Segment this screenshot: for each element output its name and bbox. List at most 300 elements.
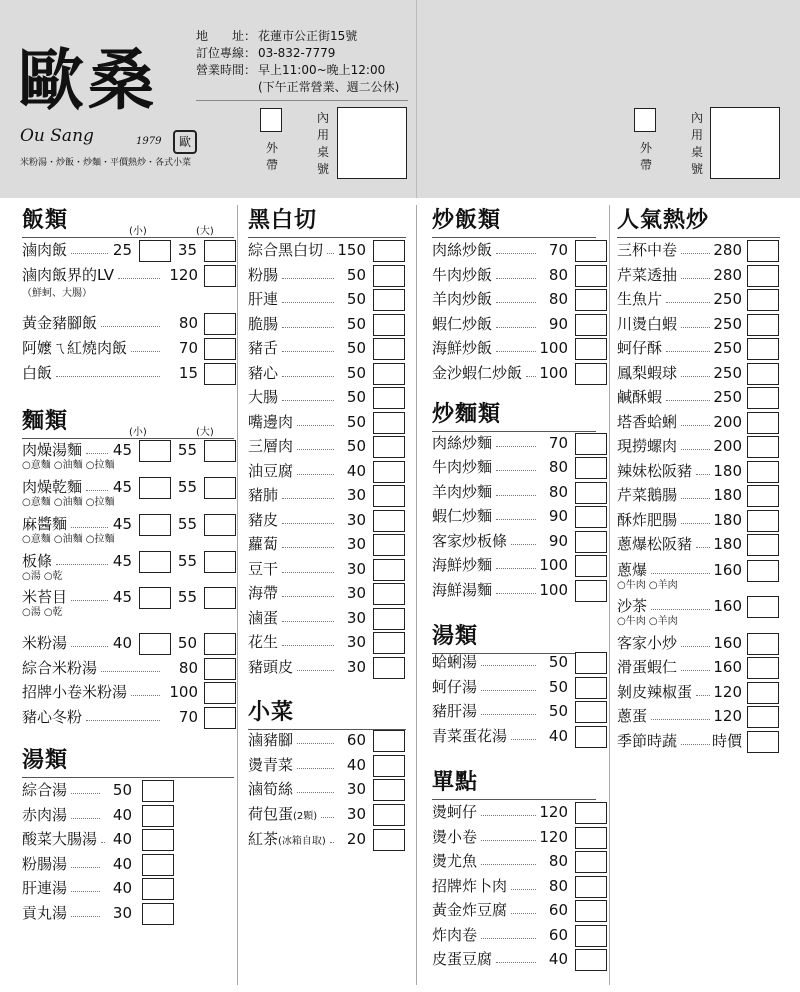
section-rule [432, 237, 596, 238]
qty-box[interactable] [142, 854, 174, 876]
item-suffix: (冰箱自取) [278, 836, 326, 847]
item-name: 滷蛋 [248, 609, 279, 627]
item-name: 燙青菜 [248, 756, 294, 774]
qty-box[interactable] [373, 730, 405, 752]
qty-box[interactable] [373, 387, 405, 409]
qty-box[interactable] [373, 559, 405, 581]
qty-box[interactable] [575, 457, 607, 479]
qty-box[interactable] [575, 827, 607, 849]
item-price: 250 [713, 315, 742, 333]
item-price: 30 [346, 486, 366, 504]
item-price: 90 [548, 315, 568, 333]
item-name: 嘴邊肉 [248, 413, 294, 431]
qty-box[interactable] [575, 851, 607, 873]
item-price-small: 25 [112, 241, 132, 259]
item-price: 50 [346, 339, 366, 357]
item-price: 40 [346, 462, 366, 480]
leader-dots [131, 351, 160, 352]
item-price: 80 [548, 290, 568, 308]
qty-box[interactable] [142, 829, 174, 851]
qty-box-large[interactable] [204, 514, 236, 536]
item-price: 120 [713, 707, 742, 725]
qty-box[interactable] [373, 583, 405, 605]
item-name: 蛤蜊湯 [432, 653, 478, 671]
item-name: 金沙蝦仁炒飯 [432, 364, 523, 382]
item-price-large: 55 [177, 515, 197, 533]
item-price: 250 [713, 364, 742, 382]
item-name: 塔香蛤蜊 [617, 413, 678, 431]
item-price: 30 [346, 560, 366, 578]
qty-box[interactable] [373, 412, 405, 434]
item-name: 蚵仔酥 [617, 339, 663, 357]
section-rule [248, 237, 406, 238]
qty-box[interactable] [575, 289, 607, 311]
address-label: 地 址： [196, 29, 257, 43]
qty-box[interactable] [747, 338, 779, 360]
item-price: 60 [548, 926, 568, 944]
item-options: ○意麵 ○油麵 ○拉麵 [22, 534, 115, 545]
item-name: 生魚片 [617, 290, 663, 308]
item-name: 豬舌 [248, 339, 279, 357]
item-name: 現撈螺肉 [617, 437, 678, 455]
item-options: ○意麵 ○油麵 ○拉麵 [22, 497, 115, 508]
item-price: 40 [112, 830, 132, 848]
item-price: 30 [112, 904, 132, 922]
qty-box[interactable] [575, 265, 607, 287]
dinein-label-2: 內用桌號 [690, 111, 703, 176]
item-price: 30 [346, 780, 366, 798]
item-price: 250 [713, 339, 742, 357]
item-price: 60 [346, 731, 366, 749]
qty-box[interactable] [373, 314, 405, 336]
item-price: 160 [713, 634, 742, 652]
logo: 歐桑 [18, 41, 158, 119]
takeout-label: 外帶 [265, 141, 278, 172]
item-price-large: 35 [177, 241, 197, 259]
qty-box[interactable] [204, 682, 236, 704]
hours: 早上11:00~晚上12:00 [258, 63, 386, 77]
qty-box-large[interactable] [204, 477, 236, 499]
qty-box[interactable] [575, 363, 607, 385]
item-price: 50 [346, 266, 366, 284]
item-price: 40 [548, 950, 568, 968]
table-number-box-2[interactable] [710, 107, 780, 179]
takeout-checkbox[interactable] [260, 108, 282, 132]
item-price-large: 55 [177, 478, 197, 496]
item-price: 50 [346, 437, 366, 455]
item-name: 芹菜鵝腸 [617, 486, 678, 504]
item-suffix: (2顆) [293, 811, 318, 822]
takeout-checkbox-2[interactable] [634, 108, 656, 132]
slogan: 米粉湯・炒飯・炒麵・平價熱炒・各式小菜 [20, 158, 192, 168]
item-price: 70 [548, 241, 568, 259]
info-divider [196, 100, 408, 101]
item-price: 100 [169, 683, 198, 701]
qty-box[interactable] [747, 485, 779, 507]
item-name: 三層肉 [248, 437, 294, 455]
qty-box[interactable] [575, 482, 607, 504]
qty-box[interactable] [373, 657, 405, 679]
qty-box[interactable] [204, 313, 236, 335]
section-rule [617, 237, 780, 238]
leader-dots [118, 278, 160, 279]
item-price: 120 [169, 266, 198, 284]
header-divider [416, 0, 417, 198]
phone: 03-832-7779 [258, 46, 336, 60]
item-name: 豬皮 [248, 511, 279, 529]
qty-box[interactable] [747, 314, 779, 336]
qty-box[interactable] [373, 265, 405, 287]
item-price: 40 [112, 806, 132, 824]
item-name: 阿嬤ㄟ紅燒肉飯 [22, 339, 128, 357]
qty-box-large[interactable] [204, 551, 236, 573]
item-name: 辣妹松阪豬 [617, 462, 693, 480]
item-price: 100 [539, 581, 568, 599]
item-name: 蚵仔湯 [432, 678, 478, 696]
leader-dots [101, 326, 160, 327]
item-price: 250 [713, 388, 742, 406]
qty-box[interactable] [575, 240, 607, 262]
item-name: 客家炒板條 [432, 532, 508, 550]
qty-box-large[interactable] [204, 440, 236, 462]
item-name: 赤肉湯 [22, 806, 68, 824]
column-head-large: (大) [196, 226, 214, 237]
qty-box[interactable] [142, 878, 174, 900]
qty-box[interactable] [747, 633, 779, 655]
table-number-box[interactable] [337, 107, 407, 179]
item-name: 蔥爆 [617, 561, 648, 579]
item-price: 30 [346, 633, 366, 651]
item-name: 酸菜大腸湯 [22, 830, 98, 848]
qty-box[interactable] [747, 363, 779, 385]
item-price: 160 [713, 561, 742, 579]
leader-dots [131, 695, 160, 696]
item-price: 200 [713, 413, 742, 431]
item-name: 滷肉飯界的LV [22, 266, 114, 284]
item-name: 滷肉飯 [22, 241, 68, 259]
item-price: 160 [713, 658, 742, 676]
qty-box[interactable] [575, 652, 607, 674]
item-price: 50 [346, 388, 366, 406]
item-price: 180 [713, 462, 742, 480]
item-price: 50 [548, 653, 568, 671]
section-rule [22, 438, 234, 439]
qty-box[interactable] [747, 461, 779, 483]
qty-box[interactable] [373, 338, 405, 360]
hours-note: (下午正常營業、週二公休) [258, 80, 400, 94]
item-name: 酥炸肥腸 [617, 511, 678, 529]
qty-box[interactable] [747, 706, 779, 728]
qty-box-large[interactable] [204, 587, 236, 609]
phone-label: 訂位專線： [196, 46, 257, 60]
item-name: 三杯中卷 [617, 241, 678, 259]
section-title: 小菜 [248, 700, 295, 725]
qty-box[interactable] [373, 436, 405, 458]
qty-box[interactable] [747, 289, 779, 311]
qty-box[interactable] [747, 657, 779, 679]
leader-dots [56, 376, 160, 377]
section-title: 飯類 [22, 208, 69, 233]
item-price: 70 [178, 339, 198, 357]
item-name: 肝連湯 [22, 879, 68, 897]
column-head-large: (大) [196, 427, 214, 438]
qty-box[interactable] [747, 682, 779, 704]
item-name: 荷包蛋(2顆) [248, 805, 318, 823]
qty-box[interactable] [373, 240, 405, 262]
item-price: 280 [713, 241, 742, 259]
item-name: 肉絲炒麵 [432, 434, 493, 452]
column-divider [416, 205, 417, 985]
item-name: 豬肺 [248, 486, 279, 504]
item-price: 120 [713, 683, 742, 701]
item-price: 15 [178, 364, 198, 382]
item-price: 時價 [711, 732, 742, 750]
qty-box[interactable] [204, 658, 236, 680]
item-name: 客家小炒 [617, 634, 678, 652]
item-name: 蘿蔔 [248, 535, 279, 553]
item-price-large: 55 [177, 552, 197, 570]
item-name: 川燙白蝦 [617, 315, 678, 333]
section-title: 炒麵類 [432, 402, 502, 427]
qty-box[interactable] [373, 510, 405, 532]
qty-box[interactable] [204, 265, 236, 287]
logo-subtitle: Ou Sang [20, 126, 94, 146]
item-name: 沙茶 [617, 597, 648, 615]
qty-box[interactable] [204, 707, 236, 729]
item-name: 蔥蛋 [617, 707, 648, 725]
item-name: 皮蛋豆腐 [432, 950, 493, 968]
qty-box[interactable] [747, 510, 779, 532]
item-name: 炸肉卷 [432, 926, 478, 944]
item-name: 肉絲炒飯 [432, 241, 493, 259]
item-price: 40 [112, 879, 132, 897]
qty-box[interactable] [575, 802, 607, 824]
item-options: ○湯 ○乾 [22, 571, 63, 582]
item-price-large: 55 [177, 441, 197, 459]
item-name: 脆腸 [248, 315, 279, 333]
qty-box-large[interactable] [204, 633, 236, 655]
item-name: 鹹酥蝦 [617, 388, 663, 406]
qty-box[interactable] [204, 338, 236, 360]
item-price: 180 [713, 486, 742, 504]
item-name: 海帶 [248, 584, 279, 602]
qty-box[interactable] [747, 596, 779, 618]
item-price: 30 [346, 805, 366, 823]
qty-box-large[interactable] [204, 240, 236, 262]
item-price-small: 45 [112, 588, 132, 606]
qty-box[interactable] [575, 506, 607, 528]
item-price-small: 45 [112, 441, 132, 459]
item-name: 米苔目 [22, 588, 68, 606]
qty-box[interactable] [575, 726, 607, 748]
item-name: 豬頭皮 [248, 658, 294, 676]
item-name: 黃金豬腳飯 [22, 314, 98, 332]
item-name: 蝦仁炒麵 [432, 507, 493, 525]
item-name: 滷筍絲 [248, 780, 294, 798]
qty-box[interactable] [747, 436, 779, 458]
qty-box[interactable] [747, 240, 779, 262]
qty-box[interactable] [142, 805, 174, 827]
qty-box[interactable] [575, 677, 607, 699]
item-name: 油豆腐 [248, 462, 294, 480]
item-price: 80 [178, 314, 198, 332]
item-price: 100 [539, 556, 568, 574]
qty-box[interactable] [373, 608, 405, 630]
item-name: 青菜蛋花湯 [432, 727, 508, 745]
qty-box[interactable] [373, 829, 405, 851]
item-price: 250 [713, 290, 742, 308]
item-price: 20 [346, 830, 366, 848]
item-price: 160 [713, 597, 742, 615]
qty-box[interactable] [747, 387, 779, 409]
item-name: 綜合米粉湯 [22, 659, 98, 677]
qty-box[interactable] [747, 731, 779, 753]
qty-box[interactable] [204, 363, 236, 385]
item-price: 80 [548, 458, 568, 476]
qty-box[interactable] [373, 534, 405, 556]
qty-box[interactable] [373, 363, 405, 385]
qty-box[interactable] [142, 780, 174, 802]
item-price: 50 [112, 781, 132, 799]
item-name: 海鮮炒飯 [432, 339, 493, 357]
item-price-small: 45 [112, 515, 132, 533]
item-options: ○牛肉 ○羊肉 [617, 580, 678, 591]
hours-label: 營業時間： [196, 63, 257, 77]
item-price-large: 50 [177, 634, 197, 652]
qty-box[interactable] [373, 289, 405, 311]
qty-box[interactable] [575, 925, 607, 947]
qty-box[interactable] [373, 779, 405, 801]
item-options: ○意麵 ○油麵 ○拉麵 [22, 460, 115, 471]
qty-box[interactable] [575, 580, 607, 602]
item-name: 蔥爆松阪豬 [617, 535, 693, 553]
qty-box[interactable] [373, 804, 405, 826]
item-name: 粉腸湯 [22, 855, 68, 873]
item-price: 180 [713, 535, 742, 553]
item-name: 芹菜透抽 [617, 266, 678, 284]
item-name: 肉燥乾麵 [22, 478, 83, 496]
item-name: 黃金炸豆腐 [432, 901, 508, 919]
item-price: 50 [548, 702, 568, 720]
qty-box[interactable] [575, 900, 607, 922]
item-name: 豆干 [248, 560, 279, 578]
item-name: 海鮮炒麵 [432, 556, 493, 574]
item-price: 80 [548, 877, 568, 895]
item-name: 燙小卷 [432, 828, 478, 846]
qty-box[interactable] [747, 534, 779, 556]
item-price: 50 [346, 315, 366, 333]
item-price: 70 [548, 434, 568, 452]
section-rule [432, 799, 596, 800]
item-note: （鮮蚵、大腸） [22, 288, 92, 299]
section-title: 黑白切 [248, 208, 318, 233]
item-price: 90 [548, 507, 568, 525]
item-price: 40 [346, 756, 366, 774]
item-options: ○湯 ○乾 [22, 607, 63, 618]
item-name: 綜合黑白切 [248, 241, 324, 259]
item-name: 牛肉炒飯 [432, 266, 493, 284]
qty-box[interactable] [747, 265, 779, 287]
item-name: 牛肉炒麵 [432, 458, 493, 476]
item-price: 200 [713, 437, 742, 455]
section-rule [432, 431, 596, 432]
qty-box[interactable] [142, 903, 174, 925]
qty-box[interactable] [373, 632, 405, 654]
leader-dots [101, 671, 160, 672]
qty-box[interactable] [373, 485, 405, 507]
section-rule [22, 237, 234, 238]
item-name: 燙尤魚 [432, 852, 478, 870]
qty-box[interactable] [575, 314, 607, 336]
qty-box[interactable] [575, 555, 607, 577]
section-title: 麵類 [22, 409, 69, 434]
item-name: 大腸 [248, 388, 279, 406]
item-price: 30 [346, 584, 366, 602]
item-price: 50 [346, 413, 366, 431]
item-price: 50 [548, 678, 568, 696]
qty-box[interactable] [575, 701, 607, 723]
item-price-small: 40 [112, 634, 132, 652]
item-name: 綜合湯 [22, 781, 68, 799]
item-price: 90 [548, 532, 568, 550]
item-price: 30 [346, 609, 366, 627]
section-title: 炒飯類 [432, 208, 502, 233]
item-name: 剝皮辣椒蛋 [617, 683, 693, 701]
qty-box[interactable] [747, 560, 779, 582]
item-price: 60 [548, 901, 568, 919]
item-price: 100 [539, 364, 568, 382]
qty-box[interactable] [575, 876, 607, 898]
item-name: 肉燥湯麵 [22, 441, 83, 459]
qty-box[interactable] [373, 461, 405, 483]
item-name: 燙蚵仔 [432, 803, 478, 821]
qty-box[interactable] [373, 755, 405, 777]
item-name: 花生 [248, 633, 279, 651]
item-name: 季節時蔬 [617, 732, 678, 750]
item-name: 板條 [22, 552, 53, 570]
item-price-small: 45 [112, 552, 132, 570]
item-price: 40 [548, 727, 568, 745]
item-price: 30 [346, 511, 366, 529]
item-name: 白飯 [22, 364, 53, 382]
item-name: 羊肉炒麵 [432, 483, 493, 501]
item-price: 150 [337, 241, 366, 259]
item-name: 粉腸 [248, 266, 279, 284]
item-name: 滑蛋蝦仁 [617, 658, 678, 676]
qty-box[interactable] [575, 433, 607, 455]
item-price: 180 [713, 511, 742, 529]
item-name: 紅茶(冰箱自取) [248, 830, 326, 848]
item-name: 招牌炸卜肉 [432, 877, 508, 895]
item-name: 鳳梨蝦球 [617, 364, 678, 382]
section-title: 湯類 [22, 748, 69, 773]
section-title: 單點 [432, 770, 479, 795]
item-name: 蝦仁炒飯 [432, 315, 493, 333]
column-divider [237, 205, 238, 985]
qty-box[interactable] [575, 531, 607, 553]
item-price: 50 [346, 290, 366, 308]
qty-box[interactable] [575, 338, 607, 360]
qty-box[interactable] [575, 949, 607, 971]
item-price: 30 [346, 535, 366, 553]
qty-box[interactable] [747, 412, 779, 434]
item-price: 80 [548, 852, 568, 870]
logo-seal: 歐 [173, 130, 197, 154]
section-title: 湯類 [432, 624, 479, 649]
item-name: 米粉湯 [22, 634, 68, 652]
item-name: 海鮮湯麵 [432, 581, 493, 599]
item-name: 豬心 [248, 364, 279, 382]
